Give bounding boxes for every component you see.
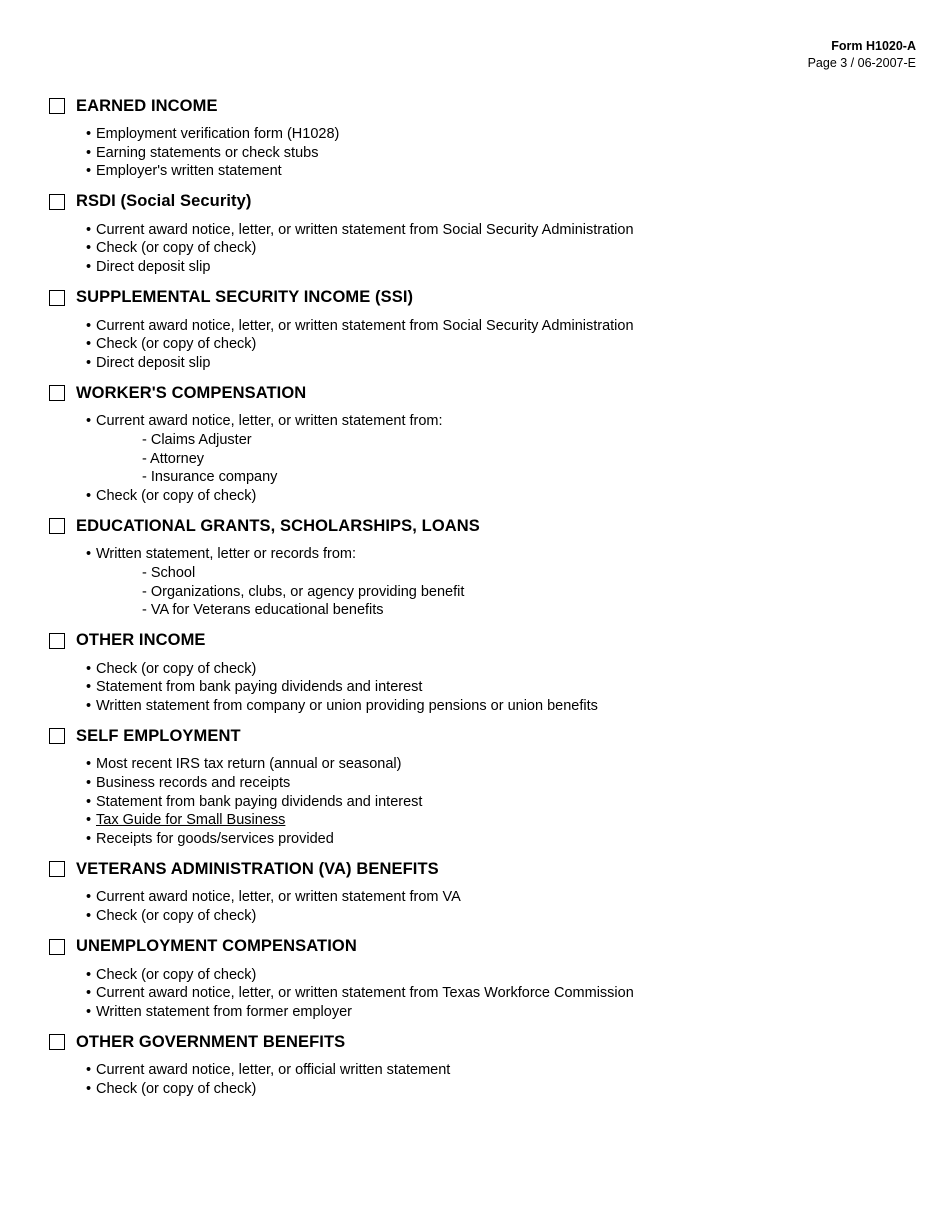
sub-list-item: - VA for Veterans educational benefits [142,602,384,619]
list-item [86,1080,919,1099]
bullet-icon: • [86,413,92,430]
list-item [86,354,919,373]
sub-list-item: - Attorney [142,450,205,467]
section-title: VETERANS ADMINISTRATION (VA) BENEFITS [76,859,439,878]
section-checkbox[interactable] [49,1034,65,1050]
list-item [86,545,919,619]
list-item [86,755,919,774]
section-3 [49,382,919,505]
list-item [86,487,919,506]
bullet-icon: • [86,354,92,371]
item-list [49,125,919,181]
list-item [86,335,919,354]
item-list [49,221,919,277]
item-list [49,966,919,1022]
section-9 [49,1031,919,1098]
list-item-text: Check (or copy of check) [96,660,257,677]
list-item [86,239,919,258]
item-list [49,1061,919,1098]
list-item-text: Check (or copy of check) [96,966,257,983]
list-item [86,793,919,812]
list-item [86,221,919,240]
list-item [86,258,919,277]
list-item-text: Earning statements or check stubs [96,144,319,161]
section-checkbox[interactable] [49,518,65,534]
list-item-text: Most recent IRS tax return (annual or seasonal) [96,756,402,773]
section-checkbox[interactable] [49,194,65,210]
bullet-icon: • [86,679,92,696]
bullet-icon: • [86,830,92,847]
bullet-icon: • [86,546,92,563]
list-item [86,1003,919,1022]
bullet-icon: • [86,1003,92,1020]
section-header [49,858,919,880]
section-title: RSDI (Social Security) [76,192,252,211]
bullet-icon: • [86,966,92,983]
page-info: Page 3 / 06-2007-E [807,56,916,70]
list-item [86,660,919,679]
bullet-icon: • [86,317,92,334]
list-item [86,888,919,907]
section-header [49,936,919,958]
list-item [86,966,919,985]
bullet-icon: • [86,908,92,925]
section-checkbox[interactable] [49,728,65,744]
section-checkbox[interactable] [49,290,65,306]
list-item-text: Check (or copy of check) [96,240,257,257]
list-item-text: Check (or copy of check) [96,336,257,353]
section-title: WORKER'S COMPENSATION [76,383,307,402]
section-checkbox[interactable] [49,385,65,401]
list-item-text: Check (or copy of check) [96,908,257,925]
section-header [49,191,919,213]
section-header [49,382,919,404]
bullet-icon: • [86,660,92,677]
list-item [86,412,919,486]
bullet-icon: • [86,144,92,161]
list-item-text: Direct deposit slip [96,354,211,371]
list-item [86,144,919,163]
sub-list [86,564,919,620]
section-title: EDUCATIONAL GRANTS, SCHOLARSHIPS, LOANS [76,516,480,535]
list-item-text: Current award notice, letter, or written statement from Social Security Administration [96,221,634,238]
bullet-icon: • [86,793,92,810]
section-8 [49,936,919,1022]
list-item [86,125,919,144]
bullet-icon: • [86,889,92,906]
item-list [49,317,919,373]
form-id: Form H1020-A [831,39,916,53]
bullet-icon: • [86,812,92,829]
list-item-text: Written statement from company or union providing pensions or union benefits [96,697,598,714]
section-title: OTHER GOVERNMENT BENEFITS [76,1032,346,1051]
sub-list-item: - Claims Adjuster [142,431,252,448]
list-item [86,774,919,793]
bullet-icon: • [86,697,92,714]
list-item [86,697,919,716]
bullet-icon: • [86,258,92,275]
section-title: UNEMPLOYMENT COMPENSATION [76,937,357,956]
section-header [49,287,919,309]
sub-list-item: - Insurance company [142,469,278,486]
item-list [49,660,919,716]
list-item-text: Check (or copy of check) [96,487,257,504]
bullet-icon: • [86,336,92,353]
section-2 [49,287,919,373]
bullet-icon: • [86,126,92,142]
list-item-text: Business records and receipts [96,775,291,792]
section-header [49,1031,919,1053]
list-item-text: Receipts for goods/services provided [96,830,334,847]
section-title: SUPPLEMENTAL SECURITY INCOME (SSI) [76,288,414,307]
document-body [49,95,919,1109]
list-item [86,830,919,849]
bullet-icon: • [86,1062,92,1079]
list-item-text: Current award notice, letter, or written statement from VA [96,889,461,906]
section-checkbox[interactable] [49,861,65,877]
list-item-text: Current award notice, letter, or written statement from Texas Workforce Commission [96,985,634,1002]
list-item [86,1061,919,1080]
section-6 [49,725,919,848]
sub-list-item: - Organizations, clubs, or agency providing benefit [142,583,465,600]
bullet-icon: • [86,985,92,1002]
list-item-text: Employment verification form (H1028) [96,126,340,142]
section-title: OTHER INCOME [76,631,206,650]
section-header [49,95,919,117]
list-item [86,678,919,697]
section-header [49,725,919,747]
section-checkbox[interactable] [49,633,65,649]
item-list [49,412,919,505]
bullet-icon: • [86,221,92,238]
section-header [49,515,919,537]
bullet-icon: • [86,487,92,504]
list-item-text: Direct deposit slip [96,258,211,275]
section-checkbox[interactable] [49,98,65,114]
section-title: SELF EMPLOYMENT [76,726,241,745]
item-list [49,755,919,848]
list-item [86,984,919,1003]
section-checkbox[interactable] [49,939,65,955]
section-title: EARNED INCOME [76,96,218,115]
bullet-icon: • [86,1081,92,1097]
section-header [49,630,919,652]
list-item-text: Current award notice, letter, or written statement from Social Security Administration [96,317,634,334]
form-header [808,38,916,72]
section-7 [49,858,919,925]
list-item-text: Written statement, letter or records from: [96,546,357,563]
list-item [86,907,919,926]
section-5 [49,630,919,716]
section-1 [49,191,919,277]
sub-list-item: - School [142,564,196,581]
item-list [49,888,919,925]
list-item-text: Check (or copy of check) [96,1081,257,1097]
section-0 [49,95,919,181]
sub-list [86,431,919,487]
bullet-icon: • [86,775,92,792]
section-4 [49,515,919,619]
list-item-text: Current award notice, letter, or official written statement [96,1062,451,1079]
list-item-text: Current award notice, letter, or written statement from: [96,413,443,430]
bullet-icon: • [86,756,92,773]
list-item [86,811,919,830]
list-item-text: Statement from bank paying dividends and interest [96,679,423,696]
item-list [49,545,919,619]
list-item-text: Statement from bank paying dividends and interest [96,793,423,810]
bullet-icon: • [86,240,92,257]
list-item-text: Tax Guide for Small Business [96,812,286,829]
list-item [86,162,919,181]
list-item-text: Employer's written statement [96,163,282,180]
bullet-icon: • [86,163,92,180]
list-item [86,317,919,336]
list-item-text: Written statement from former employer [96,1003,352,1020]
